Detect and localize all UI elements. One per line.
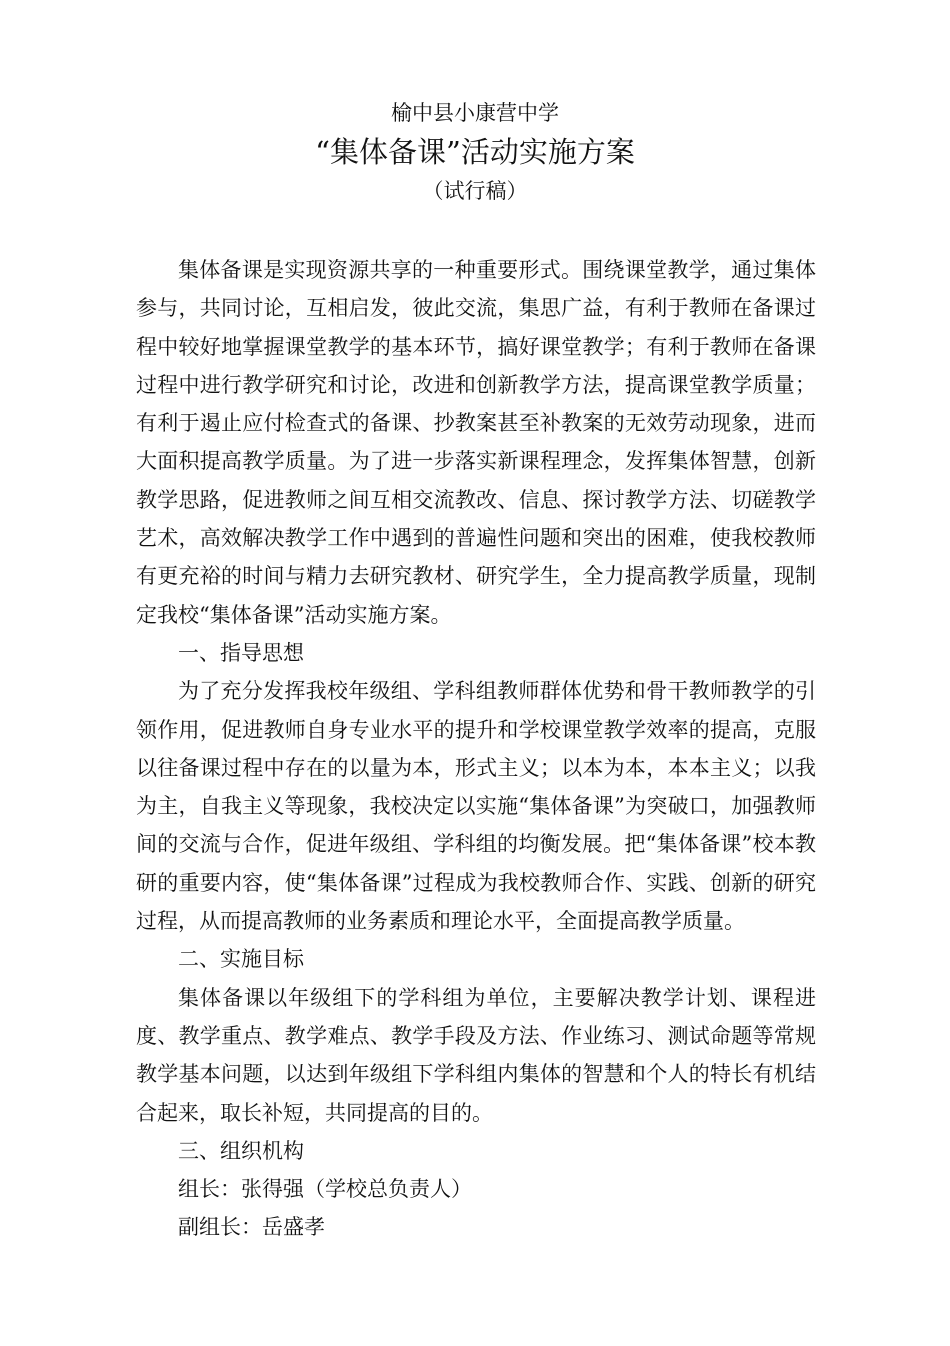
school-name: 榆中县小康营中学 bbox=[391, 101, 559, 125]
document-title: “集体备课”活动实施方案 bbox=[315, 135, 635, 169]
section-heading-implementation-goals: 二、实施目标 bbox=[178, 947, 304, 972]
organization-leader: 组长：张得强（学校总负责人） bbox=[178, 1177, 472, 1202]
guiding-thought-paragraph: 为了充分发挥我校年级组、学科组教师群体优势和骨干教师教学的引领作用，促进教师自身专业水平的提升和学校课堂教学效率的提高，克服以往备课过程中存在的以量为本，形式主义；以本为本，本本主义；以我为主，自我主义等现象，我校决定以实施“集体备课”为突破口，加强教师间的交流与合作，促进年级组、学科组的均衡发展。把“集体备课”校本教研的重要内容，使“集体备课”过程成为我校教师合作、实践、创新的研究过程，从而提高教师的业务素质和理论水平，全面提高教学质量。 bbox=[136, 679, 816, 934]
implementation-goals-paragraph: 集体备课以年级组下的学科组为单位，主要解决教学计划、课程进度、教学重点、教学难点、教学手段及方法、作业练习、测试命题等常规教学基本问题，以达到年级组下学科组内集体的智慧和个人的特长有机结合起来，取长补短，共同提高的目的。 bbox=[136, 985, 816, 1125]
document-body bbox=[136, 251, 816, 1247]
organization-deputy-leader: 副组长：岳盛孝 bbox=[178, 1215, 325, 1240]
section-heading-organization: 三、组织机构 bbox=[178, 1138, 304, 1163]
section-heading-guiding-thought: 一、指导思想 bbox=[178, 640, 304, 665]
intro-paragraph: 集体备课是实现资源共享的一种重要形式。围绕课堂教学，通过集体参与，共同讨论，互相启发，彼此交流，集思广益，有利于教师在备课过程中较好地掌握课堂教学的基本环节，搞好课堂教学；有利于教师在备课过程中进行教学研究和讨论，改进和创新教学方法，提高课堂教学质量；有利于遏止应付检查式的备课、抄教案甚至补教案的无效劳动现象，进而大面积提高教学质量。为了进一步落实新课程理念，发挥集体智慧，创新教学思路，促进教师之间互相交流教改、信息、探讨教学方法、切磋教学艺术，高效解决教学工作中遇到的普遍性问题和突出的困难，使我校教师有更充裕的时间与精力去研究教材、研究学生，全力提高教学质量，现制定我校“集体备课”活动实施方案。 bbox=[136, 258, 816, 627]
document-subtitle: （试行稿） bbox=[422, 179, 528, 203]
